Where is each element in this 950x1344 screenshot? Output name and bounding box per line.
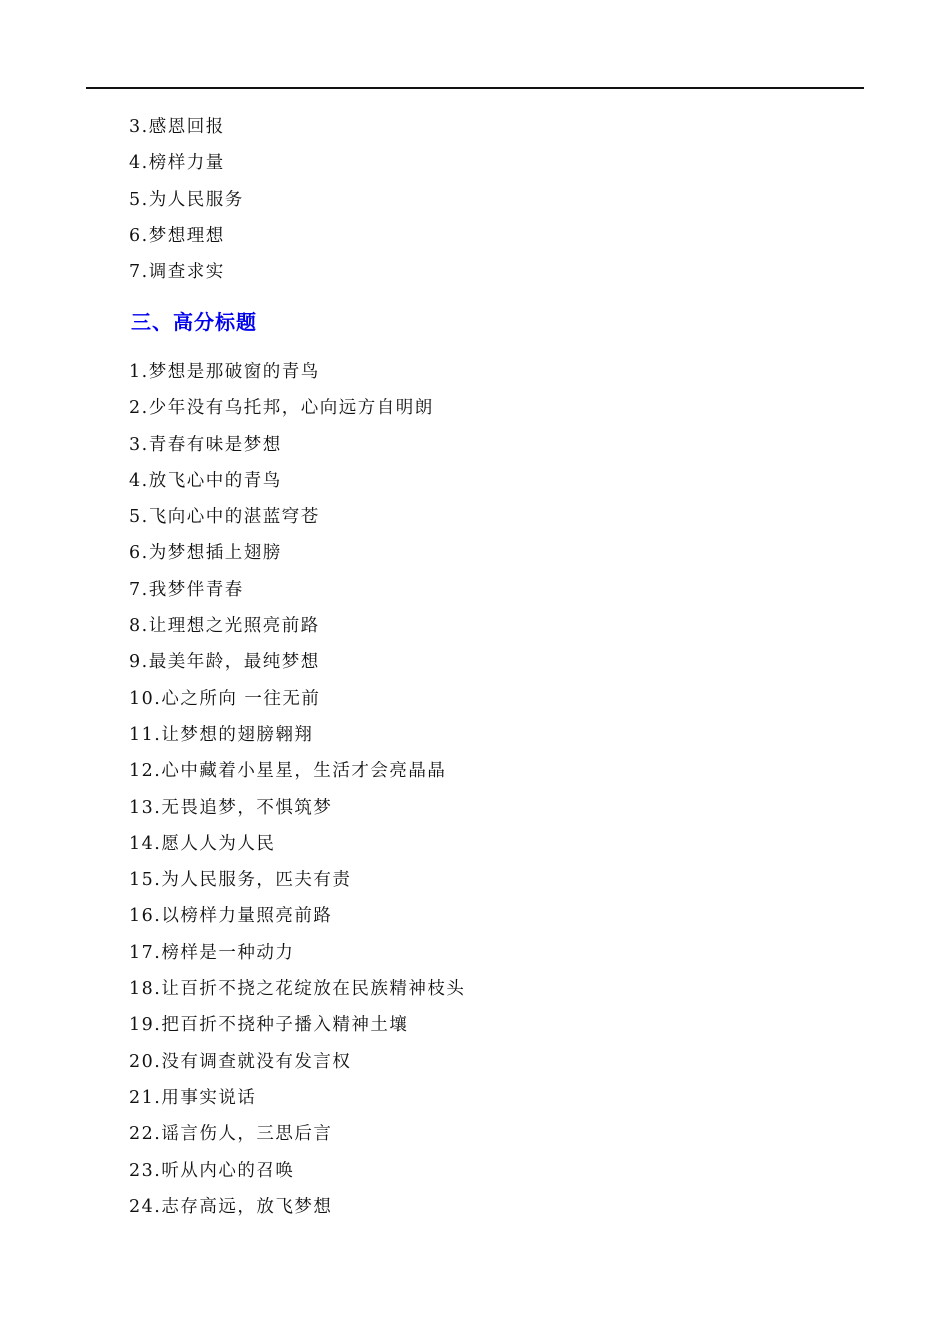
list-item: 4.放飞心中的青鸟	[129, 470, 282, 491]
header-rule	[86, 87, 864, 89]
list-item: 11.让梦想的翅膀翱翔	[129, 724, 314, 745]
list-item: 8.让理想之光照亮前路	[129, 616, 320, 637]
list-item: 23.听从内心的召唤	[129, 1160, 295, 1181]
high-score-titles-list	[129, 354, 465, 1225]
list-item: 7.我梦伴青春	[129, 579, 244, 600]
list-item: 7.调查求实	[129, 262, 225, 283]
list-item: 19.把百折不挠种子播入精神土壤	[129, 1015, 409, 1036]
list-item: 5.飞向心中的湛蓝穹苍	[129, 507, 320, 528]
list-item: 3.感恩回报	[129, 117, 225, 137]
list-item: 6.梦想理想	[129, 225, 225, 246]
list-item: 2.少年没有乌托邦，心向远方自明朗	[129, 398, 434, 419]
list-item: 16.以榜样力量照亮前路	[129, 906, 333, 927]
list-item: 21.用事实说话	[129, 1087, 257, 1108]
list-item: 24.志存高远，放飞梦想	[129, 1196, 333, 1217]
list-item: 6.为梦想插上翅膀	[129, 543, 282, 564]
list-item: 12.心中藏着小星星，生活才会亮晶晶	[129, 761, 447, 782]
list-item: 10.心之所向 一往无前	[129, 688, 321, 709]
list-item: 17.榜样是一种动力	[129, 942, 295, 963]
previous-section-list	[129, 109, 244, 290]
list-item: 3.青春有味是梦想	[129, 434, 282, 455]
list-item: 22.谣言伤人，三思后言	[129, 1124, 333, 1145]
list-item: 13.无畏追梦，不惧筑梦	[129, 797, 333, 818]
list-item: 5.为人民服务	[129, 189, 244, 210]
list-item: 14.愿人人为人民	[129, 833, 276, 854]
list-item: 20.没有调查就没有发言权	[129, 1051, 352, 1072]
list-item: 1.梦想是那破窗的青鸟	[129, 362, 320, 382]
section-heading: 三、高分标题	[131, 310, 257, 334]
list-item: 15.为人民服务，匹夫有责	[129, 870, 352, 891]
list-item: 9.最美年龄，最纯梦想	[129, 652, 320, 673]
list-item: 18.让百折不挠之花绽放在民族精神枝头	[129, 979, 466, 1000]
list-item: 4.榜样力量	[129, 153, 225, 174]
